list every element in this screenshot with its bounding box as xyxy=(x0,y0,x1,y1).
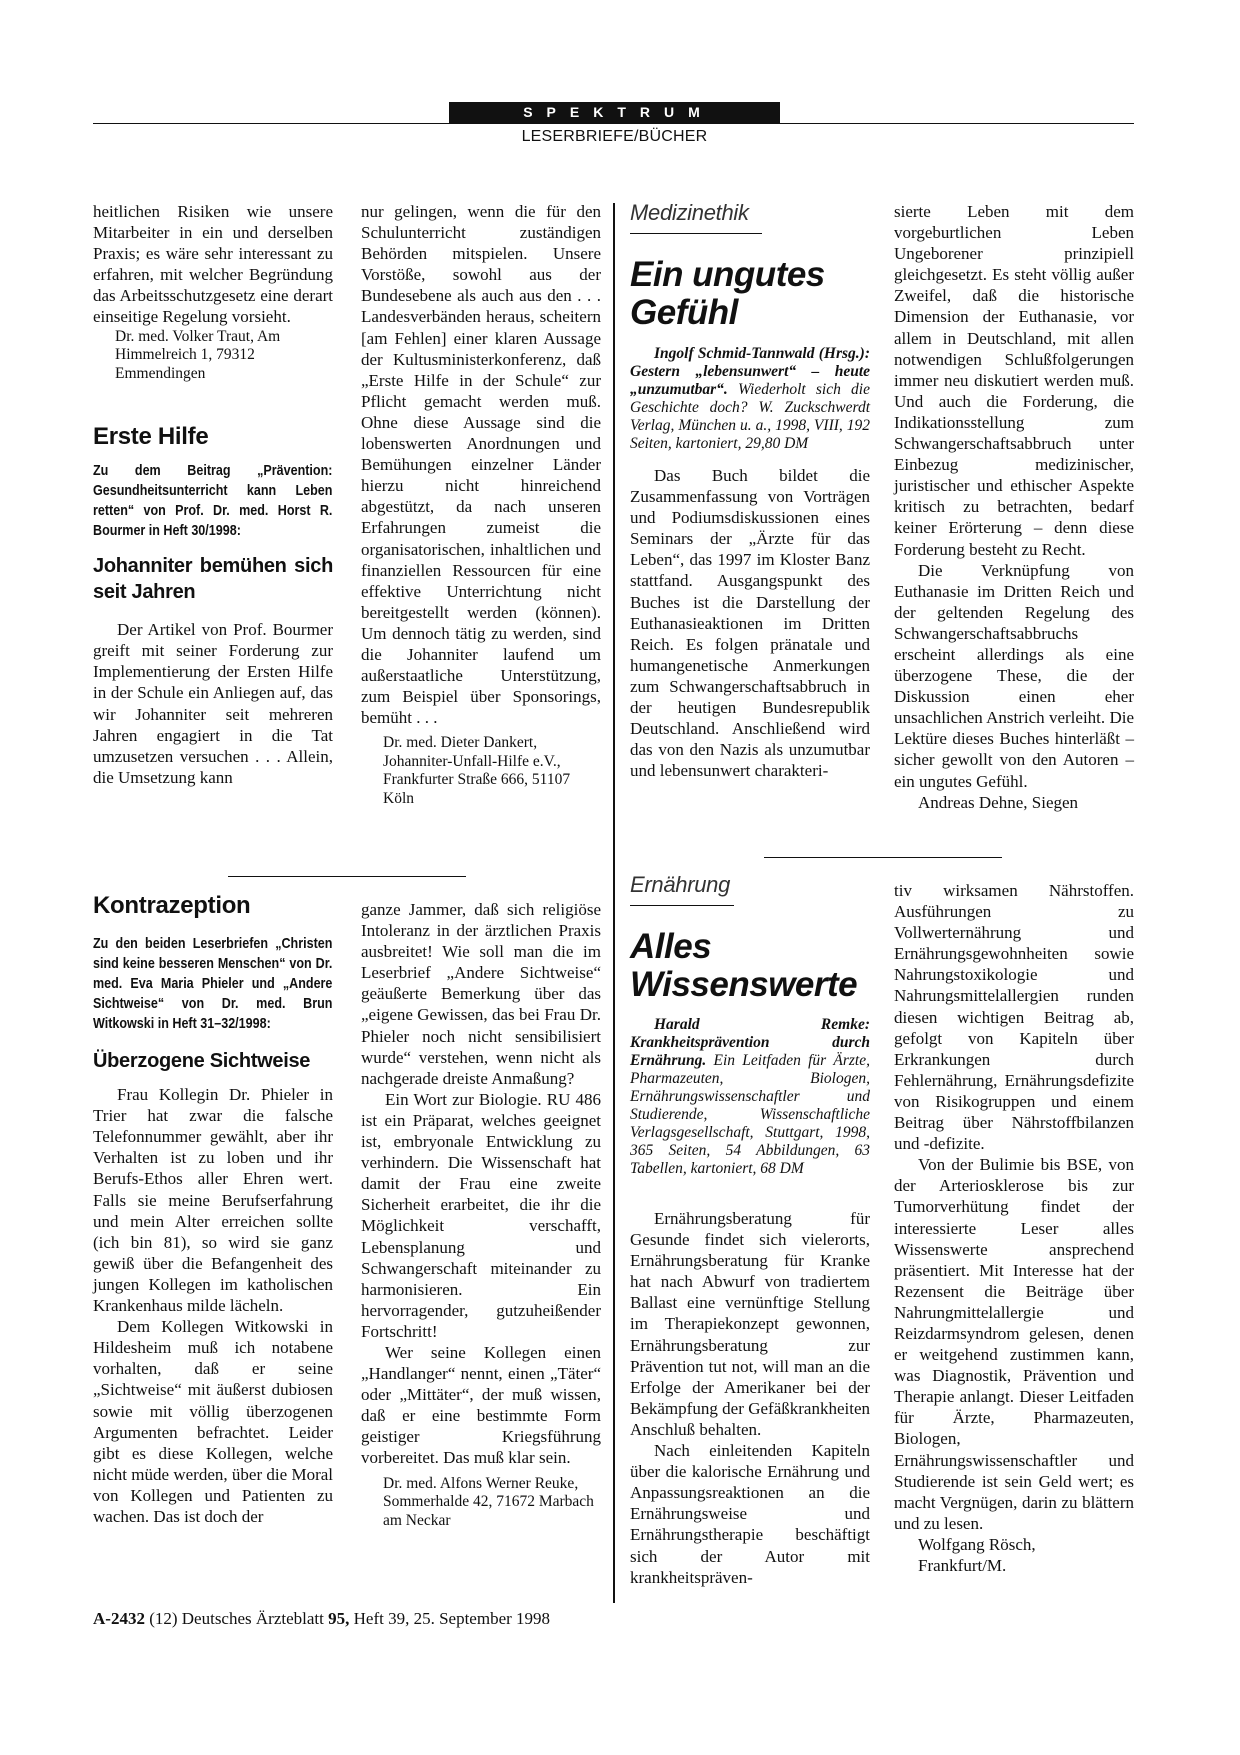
medizinethik-title-line-1: Ein ungutes xyxy=(630,255,825,294)
column-2-top xyxy=(361,201,601,808)
column-4-bottom xyxy=(894,880,1134,1576)
erste-hilfe-signature: Dr. med. Dieter Dankert, Johanniter-Unfall-Hilfe e.V., Frankfurter Straße 666, 51107 Köln xyxy=(383,734,571,807)
ernaehrung-signature-city: Frankfurt/M. xyxy=(918,1556,1007,1575)
kontrazeption-paragraph-3: ganze Jammer, daß sich religiöse Intoleranz in der ärztlichen Praxis ausbreitet! Wie soll man die im Leserbrief „Andere Sichtweise“ geäußerte Bemerkung über das „eigene Gewissen, das bei Frau Dr. Phieler noch nicht sensibilisiert wurde“ verstehen, wenn nicht als nachgerade dreiste Anmaßung? xyxy=(361,900,601,1088)
medizinethik-rubric-rule xyxy=(630,233,762,234)
section-banner: SPEKTRUM xyxy=(449,102,780,123)
kontrazeption-paragraph-5: Wer seine Kollegen einen „Handlanger“ nennt, einen „Täter“ oder „Mittäter“, der muß wissen, daß er eine bestimmte Form geistiger Kriegsführung vorbereitet. Das muß klar sein. xyxy=(361,1342,601,1468)
header-rule xyxy=(93,123,1134,124)
ernaehrung-title xyxy=(630,928,870,1004)
ernaehrung-title-line-2: Wissenswerte xyxy=(630,965,858,1004)
kontrazeption-paragraph-2: Dem Kollegen Witkowski in Hildesheim muß ich notabene vorhalten, daß er seine „Sichtweise“ mit äußerst dubiosen sowie mit völlig überzogenen Argumenten befrachtet. Leider gibt es diese Kollegen, welche nicht müde werden, über die Moral von Kollegen und Patienten zu wachen. Das ist doch der xyxy=(93,1317,333,1526)
letter-traut-text: heitlichen Risiken wie unsere Mitarbeiter in ein und derselben Praxis; es wäre sehr interessant zu erfahren, mit welcher Begründung das Arbeitsschutzgesetz eine derart einseitige Regelung vorsieht. xyxy=(93,202,333,327)
footer-issue: Heft 39, 25. September 1998 xyxy=(353,1609,551,1628)
erste-hilfe-title: Erste Hilfe xyxy=(93,423,209,451)
medizinethik-text-1: Das Buch bildet die Zusammenfassung von Vorträgen und Podiumsdiskussionen eines Seminars der „Ärzte für das Leben“, das 1997 im Kloster Banz stattfand. Ausgangspunkt des Buches ist die Darstellung der Euthanasieaktionen im Dritten Reich. Es folgen pränatale und humangenetische Anmerkungen zum Schwangerschaftsabbruch in der heutigen Bundesrepublik Deutschland. Anschließend wird das von den Nazis als unzumutbar und lebensunwert charakteri- xyxy=(630,466,870,781)
ernaehrung-text-2: Nach einleitenden Kapiteln über die kalorische Ernährung und Anpassungsreaktionen an die Ernährungsweise und Ernährungstherapie beschäftigt sich der Autor mit krankheitspräven- xyxy=(630,1441,870,1587)
kontrazeption-title: Kontrazeption xyxy=(93,892,251,919)
medizinethik-bib-author: Ingolf Schmid-Tannwald (Hrsg.): Gestern „lebensunwert“ – heute „unzumutbar“. xyxy=(630,345,870,398)
column-1-bottom xyxy=(93,892,333,1527)
ernaehrung-rubric: Ernährung xyxy=(630,872,731,897)
erste-hilfe-intro: Zu dem Beitrag „Prävention: Gesundheitsunterricht kann Leben retten“ von Prof. Dr. med. Horst R. Bourmer in Heft 30/1998: xyxy=(93,463,333,540)
section-subtitle: LESERBRIEFE/BÜCHER xyxy=(521,128,708,145)
kontrazeption-subtitle: Überzogene Sichtweise xyxy=(93,1050,311,1073)
column-2-bottom xyxy=(361,899,601,1530)
footer-page-code: A-2432 xyxy=(93,1609,145,1628)
ernaehrung-signature-name: Wolfgang Rösch, xyxy=(918,1534,1036,1554)
ernaehrung-rubric-rule xyxy=(630,905,734,906)
kontrazeption-intro: Zu den beiden Leserbriefen „Christen sind keine besseren Menschen“ von Dr. med. Eva Maria Phieler und „Andere Sichtweise“ von Dr. med. Brun Witkowski in Heft 31–32/1998: xyxy=(93,936,333,1033)
column-4-top xyxy=(894,201,1134,813)
erste-hilfe-text-2: nur gelingen, wenn die für den Schulunterricht zuständigen Behörden mitspielen. Unsere Vorstöße, sowohl aus der Bundesebene als auch aus den . . . Landesverbänden heraus, scheitern [am Fehlen] einer klaren Aussage der Kultusministerkonferenz, daß „Erste Hilfe in der Schule“ zur Pflicht gemacht werden muß. Ohne diese Aussage sind die lobenswerten Anordnungen und Bemühungen einzelner Länder hierzu nicht hinreichend abgestützt, da nach unseren Erfahrungen zumeist die organisatorischen, inhaltlichen und finanziellen Ressourcen für eine effektive Unterrichtung nicht bereitgestellt werden (können). Um dennoch tätig zu werden, sind die Johanniter laufend um außerstaatliche Unterstützung, zum Beispiel über Sponsorings, bemüht . . . xyxy=(361,202,601,728)
medizinethik-text-3: Die Verknüpfung von Euthanasie im Dritten Reich und der geltenden Regelung des Schwangerschaftsabbruchs erscheint allerdings als eine überzogene These, die der Diskussion einen eher unsachlichen Anstrich verleiht. Die Lektüre dieses Buches hinterläßt – sicher gewollt von den Autoren – ein ungutes Gefühl. xyxy=(894,560,1134,791)
medizinethik-bib-details: Wiederholt sich die Geschichte doch? W. Zuckschwerdt Verlag, München u. a., 1998, VIII, 192 Seiten, kartoniert, 29,80 DM xyxy=(630,381,870,452)
column-divider xyxy=(613,203,615,1603)
medizinethik-title-line-2: Gefühl xyxy=(630,293,738,332)
kontrazeption-paragraph-4: Ein Wort zur Biologie. RU 486 ist ein Präparat, welches geeignet ist, embryonale Entwicklung zu verhindern. Die Wissenschaft hat damit der Frau eine zweite Sicherheit erarbeitet, die ihr die Möglichkeit verschafft, Lebensplanung und Schwangerschaft miteinander zu harmonisieren. Ein hervorragender, gutzuheißender Fortschritt! xyxy=(361,1089,601,1341)
column-3-bottom xyxy=(630,1016,870,1588)
medizinethik-text-2: sierte Leben mit dem vorgeburtlichen Leben Ungeborener prinzipiell gleichgesetzt. Es steht völlig außer Zweifel, daß die historische Dimension der Euthanasie, vor allem in Deutschland, mit allen notwendigen Schlußfolgerungen immer neu diskutiert werden muß. Und auch die Forderung, die Indikationsstellung zum Schwangerschaftsabbruch unter Einbezug medizinischer, juristischer und ethischer Aspekte kritisch zu betrachten, bedarf keiner Erörterung – denn diese Forderung besteht zu Recht. xyxy=(894,202,1134,559)
ernaehrung-text-1: Ernährungsberatung für Gesunde findet sich vielerorts, Ernährungsberatung für Kranke hat nach Abwurf von tradiertem Ballast eine vernünftige Stellung im Therapiekonzept gewonnen, Ernährungsberatung zur Prävention tut not, will man an die Erfolge der Amerikaner bei der Bekämpfung der Gefäßkrankheiten Anschluß behalten. xyxy=(630,1209,870,1439)
ernaehrung-bib-author: Harald Remke: Krankheitsprävention durch Ernährung. xyxy=(630,1016,870,1069)
medizinethik-rubric: Medizinethik xyxy=(630,200,749,225)
ernaehrung-title-line-1: Alles xyxy=(630,927,712,966)
letter-traut-signature: Dr. med. Volker Traut, Am Himmelreich 1, 79312 Emmendingen xyxy=(115,327,281,382)
ernaehrung-bib-details: Ein Leitfaden für Ärzte, Pharmazeuten, Biologen, Ernährungswissenschaftler und Studierende, Wissenschaftliche Verlagsgesellschaft, Stuttgart, 1998, 365 Seiten, 54 Abbildungen, 63 Tabellen, kartoniert, 68 DM xyxy=(630,1052,870,1177)
erste-hilfe-subtitle: Johanniter bemühen sich seit Jahren xyxy=(93,555,333,604)
medizinethik-bibliography xyxy=(630,345,870,453)
medizinethik-title xyxy=(630,256,870,332)
footer-journal: (12) Deutsches Ärzteblatt xyxy=(149,1609,324,1628)
kontrazeption-signature: Dr. med. Alfons Werner Reuke, Sommerhalde 42, 71672 Marbach am Neckar xyxy=(383,1474,594,1529)
page-footer xyxy=(93,1609,550,1629)
ernaehrung-text-4: Von der Bulimie bis BSE, von der Arteriosklerose bis zur Tumorverhütung findet der interessierte Leser alles Wissenswerte ansprechend präsentiert. Mit Interesse hat der Rezensent die Beiträge über Nahrungmittelallergie und Reizdarmsyndrom gelesen, denen er weitgehend zustimmen kann, was Diagnostik, Prävention und Therapie anlangt. Dieser Leitfaden für Ärzte, Pharmazeuten, Biologen, Ernährungswissenschaftler und Studierende ist sein Geld wert; es macht Vergnügen, darin zu blättern und zu lesen. xyxy=(894,1155,1134,1533)
reviews-separator xyxy=(764,857,1002,858)
kontrazeption-paragraph-1: Frau Kollegin Dr. Phieler in Trier hat zwar die falsche Telefonnummer gewählt, aber ihr Verhalten ist zu loben und ihr Berufs-Ethos aller Ehren wert. Falls sie meine Berufserfahrung und mein Alter erreichen sollte (ich bin 81), so wird sie ganz gewiß über die Befangenheit des jungen Kollegen im katholischen Krankenhaus milde lächeln. xyxy=(93,1085,333,1316)
column-3-top xyxy=(630,345,870,781)
medizinethik-signature: Andreas Dehne, Siegen xyxy=(918,792,1079,812)
footer-volume: 95, xyxy=(328,1609,350,1628)
letters-separator xyxy=(228,876,466,877)
column-1-top xyxy=(93,201,333,788)
erste-hilfe-text-1: Der Artikel von Prof. Bourmer greift mit seiner Forderung zur Implementierung der Ersten Hilfe in der Schule ein Anliegen auf, das wir Johanniter seit mehreren Jahren engagiert in die Tat umzusetzen versuchen . . . Allein, die Umsetzung kann xyxy=(93,620,333,787)
ernaehrung-text-3: tiv wirksamen Nährstoffen. Ausführungen zu Vollwerternährung und Ernährungsgewohnheiten sowie Nahrungstoxikologie und Nahrungsmittelallergien runden diesen wichtigen Beitrag ab, gefolgt von Kapiteln über Erkrankungen durch Fehlernährung, Ernährungsdefizite von Risikogruppen und einem Beitrag über Nährstoffbilanzen und -defizite. xyxy=(894,881,1134,1154)
ernaehrung-bibliography xyxy=(630,1016,870,1178)
